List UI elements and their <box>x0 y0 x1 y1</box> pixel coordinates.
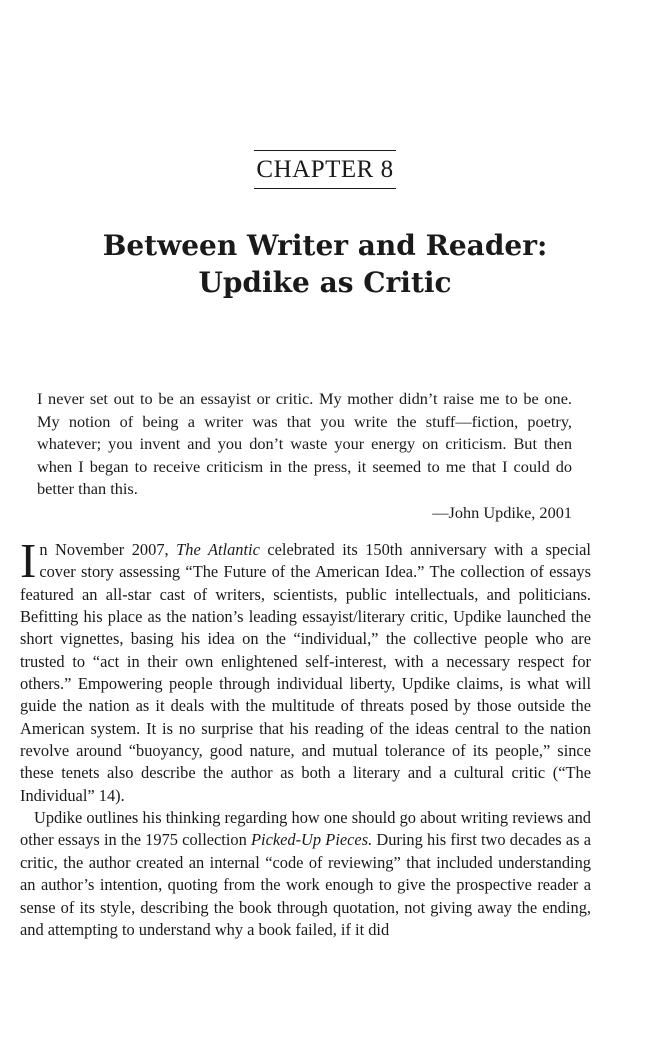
paragraph-2 <box>20 807 591 941</box>
chapter-title <box>0 227 650 301</box>
epigraph <box>37 388 572 524</box>
chapter-label: CHAPTER 8 <box>254 150 395 189</box>
chapter-title-line-1: Between Writer and Reader: <box>102 229 548 262</box>
drop-cap: I <box>20 533 37 588</box>
paragraph-1-italic-title: The Atlantic <box>176 540 260 559</box>
paragraph-1-text-b: celebrated its 150th anniversary with a special cover story assessing “The Future of the American Idea.” The collection of essays featured an all-star cast of writers, scientists, public intellectuals, and politicians. Befitting his place as the nation’s leading essayist/literary critic, Updike launched the short vignettes, basing his idea on the “individual,” the collective people who are trusted to “act in their own enlightened self-interest, with a necessary respect for others.” Empowering people through individual liberty, Updike claims, is what will guide the nation as it deals with the multitude of threats posed by those outside the American system. It is no surprise that his reading of the ideas central to the nation revolve around “buoyancy, good nature, and mutual tolerance of its people,” since these tenets also describe the author as both a literary and a cultural critic (“The Individual” 14). <box>20 540 591 805</box>
paragraph-2-text-a: Updike outlines his thinking regarding how one should go about writing reviews and other essays in the 1975 collection <box>20 808 591 850</box>
paragraph-1-text-a: n November 2007, <box>39 540 177 559</box>
chapter-title-line-2: Updike as Critic <box>198 266 452 299</box>
chapter-heading <box>0 150 650 189</box>
paragraph-2-italic-title: Picked-Up Pieces. <box>251 830 373 850</box>
epigraph-text: I never set out to be an essayist or critic. My mother didn’t raise me to be one. My notion of being a writer was that you write the stuff—fiction, poetry, whatever; you invent and you don’t waste your energy on criticism. But then when I began to receive criticism in the press, it seemed to me that I could do better than this. <box>37 389 572 498</box>
paragraph-1 <box>20 533 591 807</box>
epigraph-attribution: —John Updike, 2001 <box>432 502 572 522</box>
paragraph-2-text-b: During his first two decades as a critic, the author created an internal “code of reviewing” that included understanding an author’s intention, quoting from the work enough to give the prospective reader a sense of its style, describing the book through quotation, not giving away the ending, and attempting to understand why a book failed, if it did <box>20 830 591 939</box>
body-text <box>20 533 591 941</box>
